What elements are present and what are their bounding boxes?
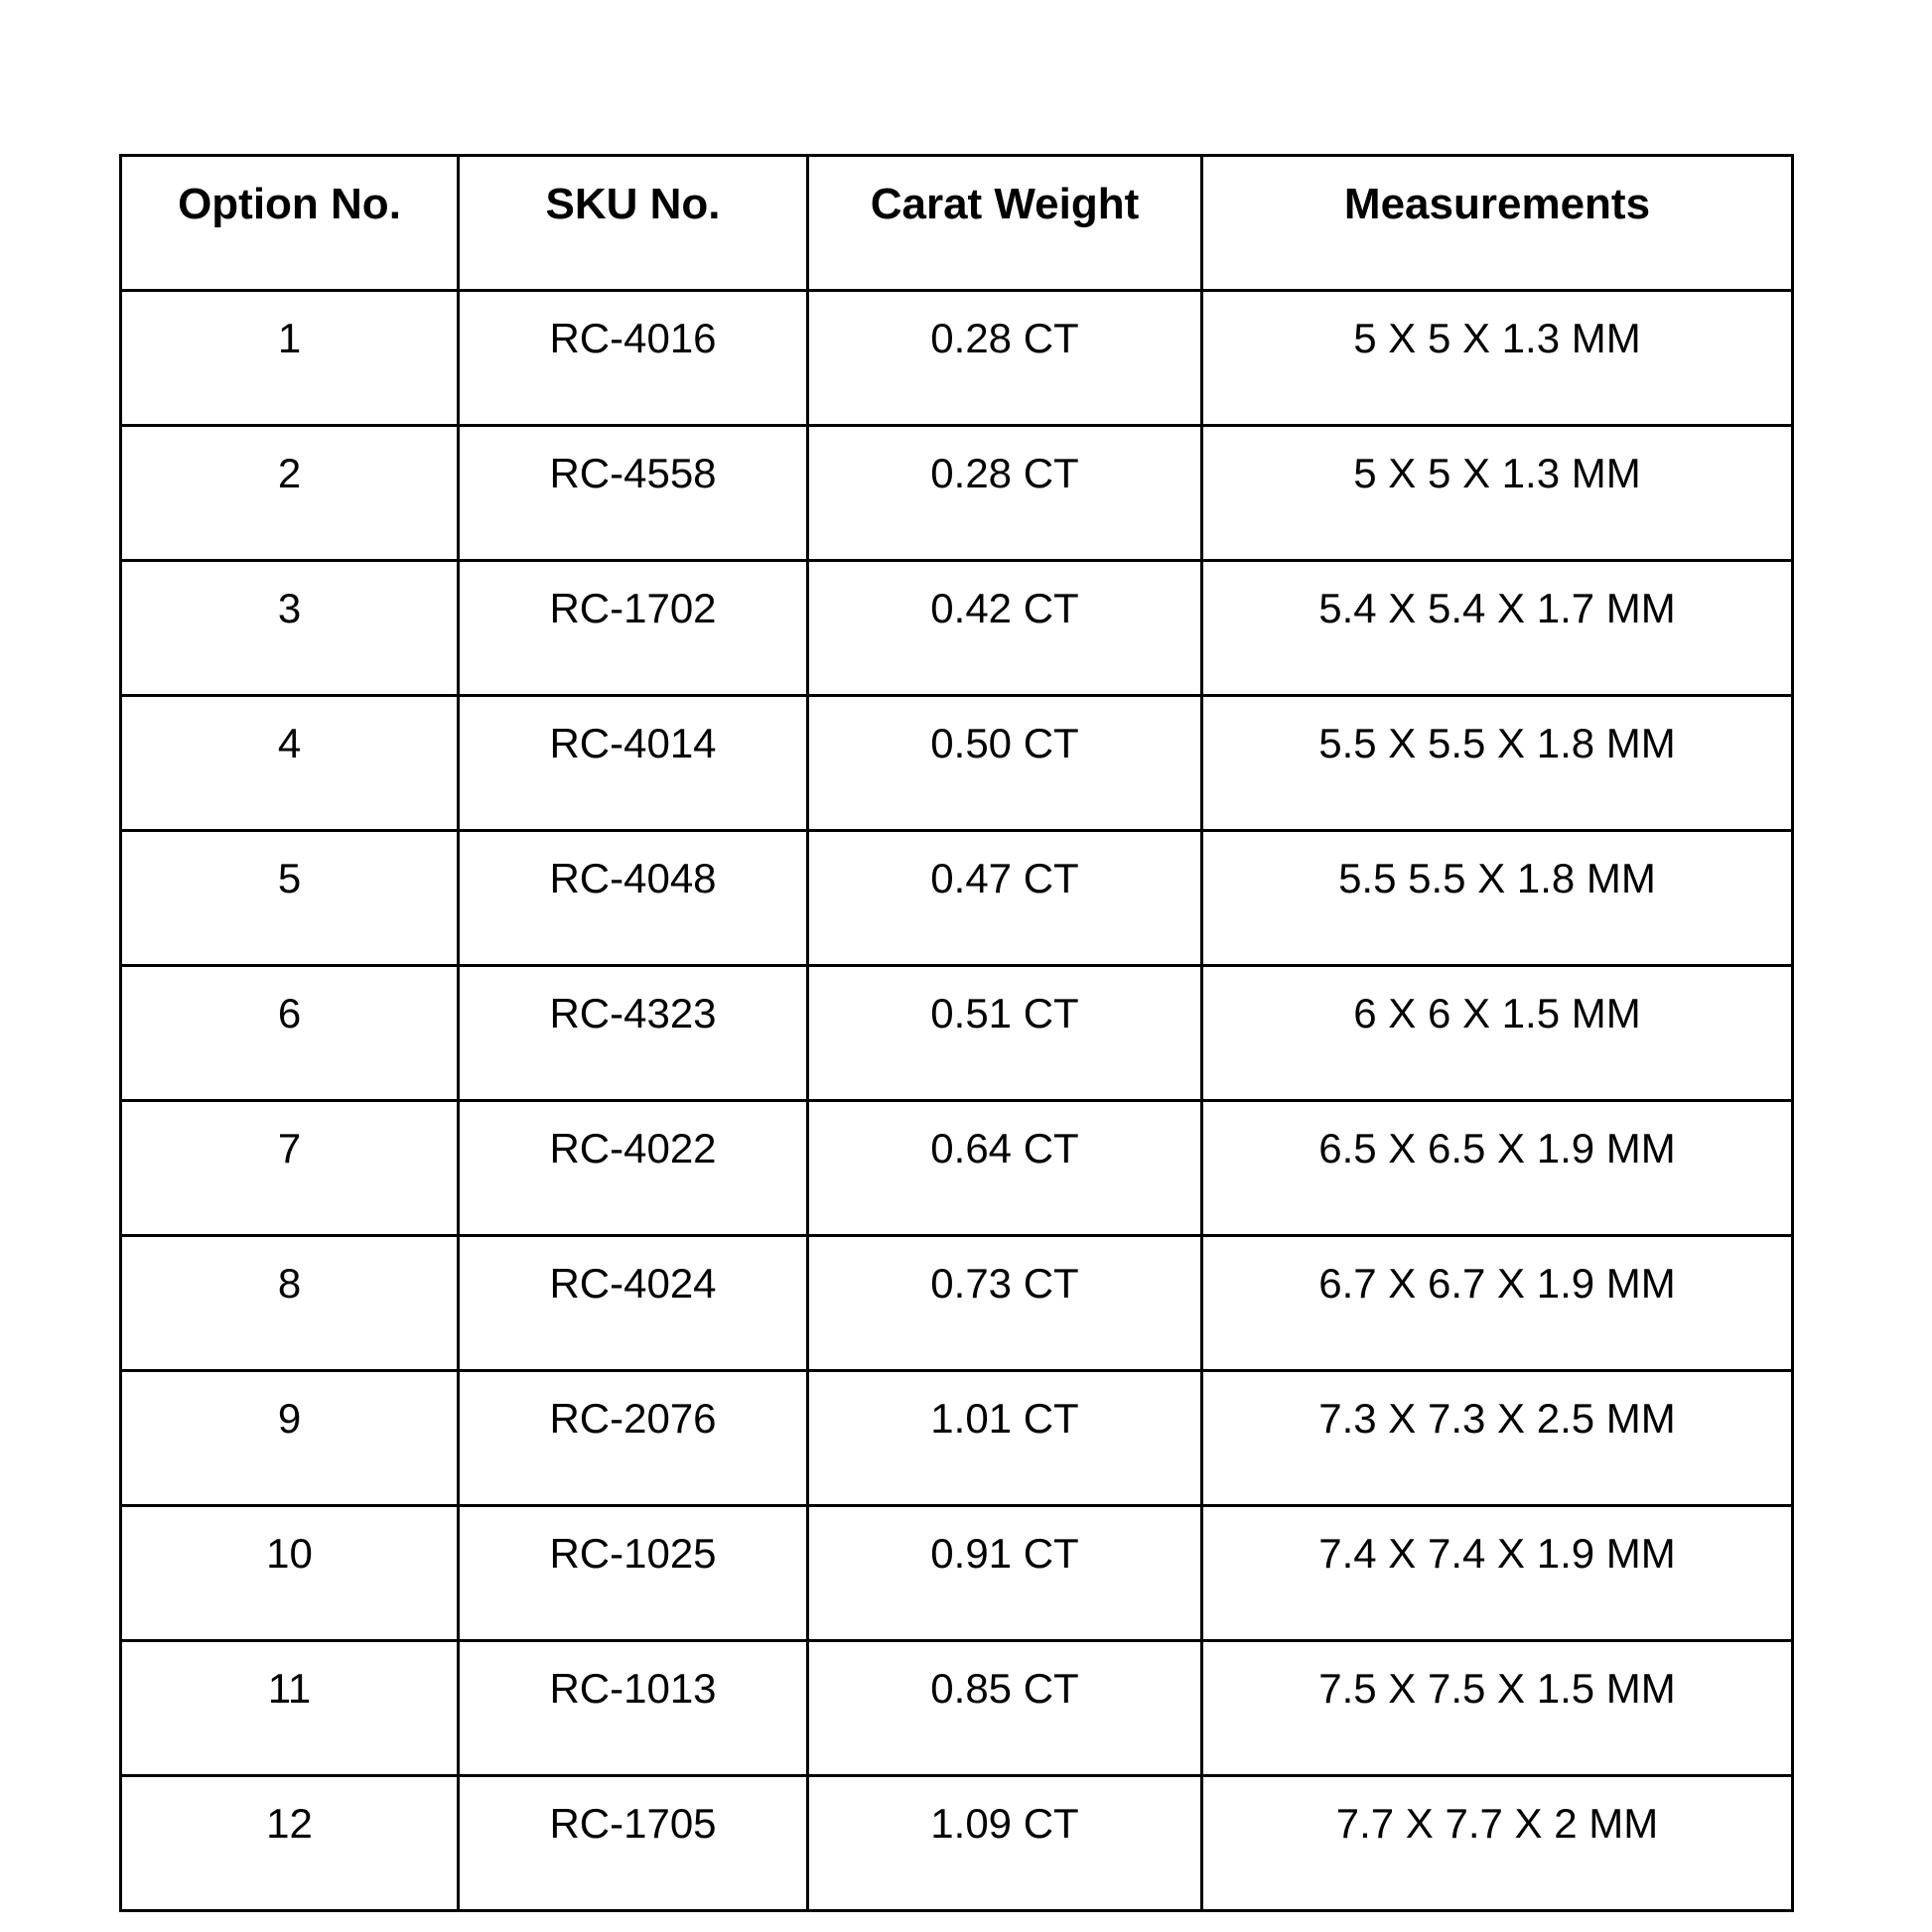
table-row bbox=[121, 291, 1793, 426]
cell-measurements: 6.5 X 6.5 X 1.9 MM bbox=[1202, 1101, 1793, 1236]
cell-measurements: 5 X 5 X 1.3 MM bbox=[1202, 291, 1793, 426]
cell-carat-weight: 0.47 CT bbox=[808, 831, 1202, 966]
cell-sku-no: RC-4014 bbox=[459, 696, 808, 831]
cell-carat-weight: 0.64 CT bbox=[808, 1101, 1202, 1236]
cell-carat-weight: 0.73 CT bbox=[808, 1236, 1202, 1371]
column-header-sku-no bbox=[459, 156, 808, 291]
cell-sku-no: RC-4024 bbox=[459, 1236, 808, 1371]
table-row bbox=[121, 1101, 1793, 1236]
table-header-row bbox=[121, 156, 1793, 291]
table-row bbox=[121, 1776, 1793, 1911]
cell-option-no: 12 bbox=[121, 1776, 459, 1911]
cell-measurements: 5.5 X 5.5 X 1.8 MM bbox=[1202, 696, 1793, 831]
cell-option-no: 1 bbox=[121, 291, 459, 426]
column-header-measurements-label: Measurements bbox=[1343, 180, 1651, 228]
cell-measurements: 7.4 X 7.4 X 1.9 MM bbox=[1202, 1506, 1793, 1641]
table-row bbox=[121, 696, 1793, 831]
cell-option-no: 3 bbox=[121, 561, 459, 696]
column-header-carat-weight bbox=[808, 156, 1202, 291]
table-row bbox=[121, 561, 1793, 696]
table-row bbox=[121, 1641, 1793, 1776]
cell-carat-weight: 0.91 CT bbox=[808, 1506, 1202, 1641]
cell-sku-no: RC-4048 bbox=[459, 831, 808, 966]
cell-measurements: 7.3 X 7.3 X 2.5 MM bbox=[1202, 1371, 1793, 1506]
cell-option-no: 8 bbox=[121, 1236, 459, 1371]
cell-sku-no: RC-1025 bbox=[459, 1506, 808, 1641]
cell-measurements: 6.7 X 6.7 X 1.9 MM bbox=[1202, 1236, 1793, 1371]
cell-measurements: 5.5 5.5 X 1.8 MM bbox=[1202, 831, 1793, 966]
cell-option-no: 6 bbox=[121, 966, 459, 1101]
cell-sku-no: RC-4022 bbox=[459, 1101, 808, 1236]
column-header-measurements bbox=[1202, 156, 1793, 291]
cell-carat-weight: 1.01 CT bbox=[808, 1371, 1202, 1506]
cell-sku-no: RC-2076 bbox=[459, 1371, 808, 1506]
cell-sku-no: RC-1702 bbox=[459, 561, 808, 696]
cell-measurements: 7.5 X 7.5 X 1.5 MM bbox=[1202, 1641, 1793, 1776]
cell-carat-weight: 1.09 CT bbox=[808, 1776, 1202, 1911]
cell-carat-weight: 0.51 CT bbox=[808, 966, 1202, 1101]
cell-sku-no: RC-1013 bbox=[459, 1641, 808, 1776]
gemstone-spec-table bbox=[119, 154, 1794, 1912]
cell-option-no: 7 bbox=[121, 1101, 459, 1236]
cell-carat-weight: 0.42 CT bbox=[808, 561, 1202, 696]
cell-measurements: 7.7 X 7.7 X 2 MM bbox=[1202, 1776, 1793, 1911]
cell-carat-weight: 0.85 CT bbox=[808, 1641, 1202, 1776]
table-body bbox=[121, 291, 1793, 1911]
cell-option-no: 9 bbox=[121, 1371, 459, 1506]
column-header-option-no-label: Option No. bbox=[178, 180, 401, 228]
cell-sku-no: RC-4558 bbox=[459, 426, 808, 561]
column-header-carat-weight-label: Carat Weight bbox=[870, 180, 1140, 228]
cell-measurements: 5.4 X 5.4 X 1.7 MM bbox=[1202, 561, 1793, 696]
column-header-sku-no-label: SKU No. bbox=[545, 180, 721, 228]
table-row bbox=[121, 966, 1793, 1101]
table-row bbox=[121, 1371, 1793, 1506]
cell-option-no: 2 bbox=[121, 426, 459, 561]
table-header bbox=[121, 156, 1793, 291]
cell-option-no: 10 bbox=[121, 1506, 459, 1641]
cell-carat-weight: 0.28 CT bbox=[808, 426, 1202, 561]
column-header-option-no bbox=[121, 156, 459, 291]
cell-sku-no: RC-4016 bbox=[459, 291, 808, 426]
cell-sku-no: RC-1705 bbox=[459, 1776, 808, 1911]
spec-table-container bbox=[119, 154, 1791, 1912]
cell-measurements: 6 X 6 X 1.5 MM bbox=[1202, 966, 1793, 1101]
table-row bbox=[121, 1506, 1793, 1641]
table-row bbox=[121, 1236, 1793, 1371]
cell-carat-weight: 0.50 CT bbox=[808, 696, 1202, 831]
cell-carat-weight: 0.28 CT bbox=[808, 291, 1202, 426]
table-row bbox=[121, 426, 1793, 561]
cell-sku-no: RC-4323 bbox=[459, 966, 808, 1101]
cell-measurements: 5 X 5 X 1.3 MM bbox=[1202, 426, 1793, 561]
cell-option-no: 4 bbox=[121, 696, 459, 831]
table-row bbox=[121, 831, 1793, 966]
cell-option-no: 11 bbox=[121, 1641, 459, 1776]
cell-option-no: 5 bbox=[121, 831, 459, 966]
